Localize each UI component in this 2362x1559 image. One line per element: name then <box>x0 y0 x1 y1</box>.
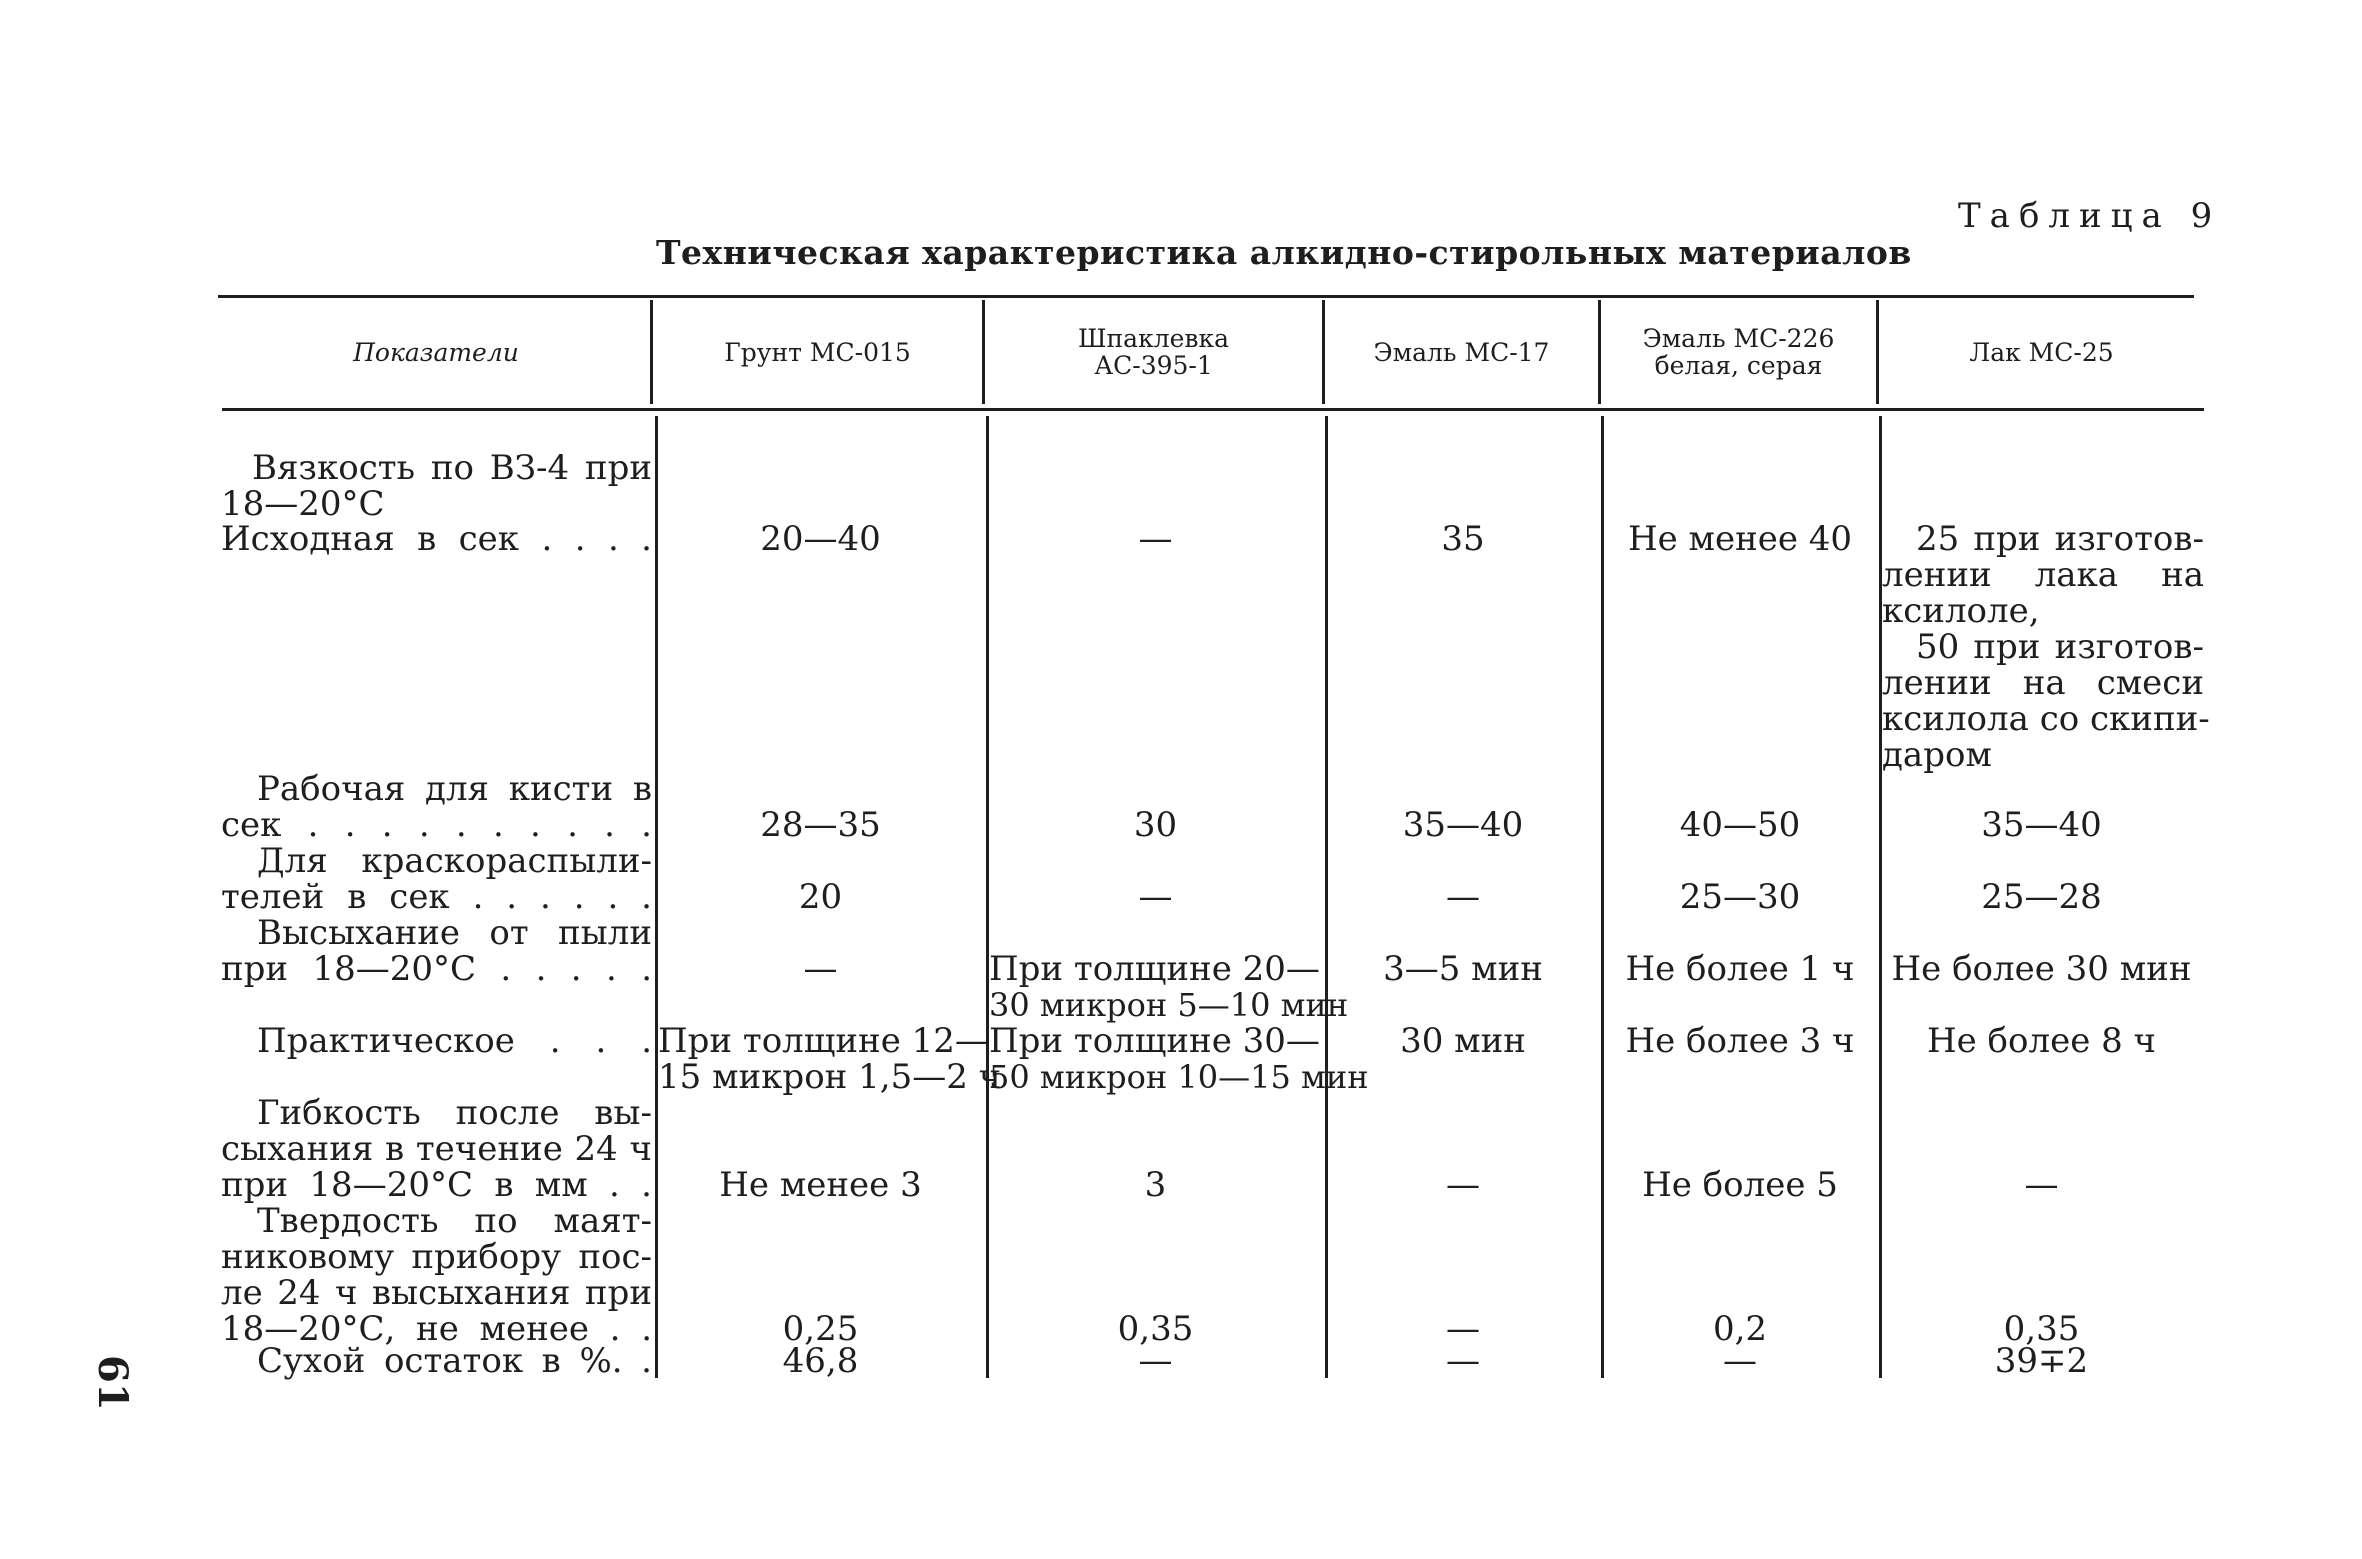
row5-enamel-ms226: Не более 3 ч <box>1625 1021 1855 1061</box>
row7-varnish: 0,35 <box>2003 1309 2080 1349</box>
row7-label-line3: ле 24 ч высыхания при <box>221 1273 652 1313</box>
row4-label-line1: Высыхание от пыли <box>257 913 652 953</box>
row4-putty-line2: 30 микрон 5—10 мин <box>989 986 1349 1024</box>
row3-label-line1: Для краскораспыли- <box>257 841 652 881</box>
table-title: Техническая характеристика алкидно-стирольных материалов <box>656 233 1912 272</box>
row7-putty: 0,35 <box>1117 1309 1194 1349</box>
row3-label-line2: телей в сек . . . . . . <box>221 877 652 917</box>
row4-enamel-ms226: Не более 1 ч <box>1625 949 1855 989</box>
row5-putty-line1: При толщине 30— <box>989 1021 1320 1061</box>
row2-primer: 28—35 <box>760 805 881 845</box>
row1-varnish-line3: ксилоле, <box>1882 591 2040 631</box>
row3-varnish: 25—28 <box>1981 877 2102 917</box>
row8-primer: 46,8 <box>782 1341 859 1381</box>
top-rule <box>218 295 2194 298</box>
row7-label-line1: Твердость по маят- <box>257 1201 652 1241</box>
row3-enamel-ms17: — <box>1446 877 1480 917</box>
row8-putty: — <box>1138 1341 1173 1381</box>
row1-varnish-line1: 25 при изготов- <box>1916 519 2204 559</box>
row1-label-line2: 18—20°С <box>221 484 385 524</box>
row1-putty: — <box>1138 519 1173 559</box>
header-putty-as395: Шпаклевка АС-395-1 <box>1077 324 1229 380</box>
row2-putty: 30 <box>1133 805 1178 845</box>
row1-varnish-line7: даром <box>1882 735 1992 775</box>
row4-putty-line1: При толщине 20— <box>989 949 1320 989</box>
row3-putty: — <box>1138 877 1173 917</box>
row5-varnish: Не более 8 ч <box>1926 1021 2157 1061</box>
row2-enamel-ms17: 35—40 <box>1402 805 1524 845</box>
row8-enamel-ms17: — <box>1446 1341 1480 1381</box>
header-primer-ms015: Грунт МС-015 <box>724 337 911 367</box>
header-enamel-ms17: Эмаль МС-17 <box>1373 337 1550 367</box>
row1-label-line1: Вязкость по ВЗ-4 при <box>252 448 652 488</box>
row2-label-line2: сек . . . . . . . . . . <box>221 805 652 845</box>
header-indicators: Показатели <box>353 337 519 367</box>
row1-varnish-line2: лении лака на <box>1882 555 2204 595</box>
row6-label-line2: сыхания в течение 24 ч <box>221 1129 652 1169</box>
row8-label-line1: Сухой остаток в %. . <box>257 1341 652 1381</box>
row7-enamel-ms17: — <box>1446 1309 1480 1349</box>
row1-varnish-line5: лении на смеси <box>1882 663 2204 703</box>
row1-varnish-line6: ксилола со скипи- <box>1882 699 2210 739</box>
row4-label-line2: при 18—20°С . . . . . <box>221 949 652 989</box>
header-bottom-rule <box>222 408 2204 411</box>
row6-label-line1: Гибкость после вы- <box>257 1093 652 1133</box>
row5-primer-line1: При толщине 12— <box>658 1021 989 1061</box>
header-enamel-ms226: Эмаль МС-226 белая, серая <box>1642 324 1835 380</box>
row5-primer-line2: 15 микрон 1,5—2 ч <box>658 1057 1002 1097</box>
page-number: 61 <box>89 1355 136 1411</box>
row7-enamel-ms226: 0,2 <box>1712 1309 1768 1349</box>
row7-primer: 0,25 <box>782 1309 859 1349</box>
row6-varnish: — <box>2024 1165 2059 1205</box>
row1-enamel-ms226: Не менее 40 <box>1627 519 1853 559</box>
row7-label-line2: никовому прибору пос- <box>221 1237 652 1277</box>
row2-varnish: 35—40 <box>1981 805 2102 845</box>
row1-label-line3: Исходная в сек . . . . <box>221 519 652 559</box>
row5-putty-line2: 50 микрон 10—15 мин <box>989 1058 1369 1096</box>
header-varnish-ms25: Лак МС-25 <box>1969 337 2114 367</box>
row6-primer: Не менее 3 <box>719 1165 922 1205</box>
row3-enamel-ms226: 25—30 <box>1679 877 1801 917</box>
row3-primer: 20 <box>798 877 843 917</box>
row6-putty: 3 <box>1144 1165 1167 1205</box>
row1-enamel-ms17: 35 <box>1441 519 1485 559</box>
row8-varnish: 39∓2 <box>1994 1341 2089 1381</box>
row7-label-line4: 18—20°С, не менее . . <box>221 1309 652 1349</box>
row5-label-line1: Практическое . . . <box>257 1021 652 1061</box>
row2-label-line1: Рабочая для кисти в <box>257 769 652 809</box>
row8-enamel-ms226: — <box>1723 1341 1757 1381</box>
row4-varnish: Не более 30 мин <box>1891 949 2192 989</box>
row6-label-line3: при 18—20°С в мм . . <box>221 1165 652 1205</box>
row6-enamel-ms17: — <box>1446 1165 1480 1205</box>
row1-primer: 20—40 <box>760 519 881 559</box>
table-number-label: Таблица 9 <box>1958 196 2222 236</box>
row4-primer: — <box>803 949 838 989</box>
row2-enamel-ms226: 40—50 <box>1679 805 1801 845</box>
row1-varnish-line4: 50 при изготов- <box>1916 627 2204 667</box>
row5-enamel-ms17: 30 мин <box>1400 1021 1526 1061</box>
row4-enamel-ms17: 3—5 мин <box>1383 949 1543 989</box>
row6-enamel-ms226: Не более 5 <box>1642 1165 1838 1205</box>
